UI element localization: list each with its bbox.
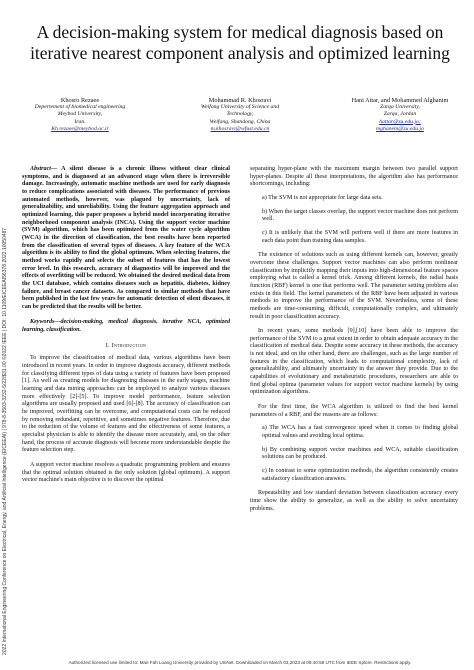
- section-heading: I. Introduction: [105, 342, 147, 349]
- license-footer: Authorized licensed use limited to: Mae Fah Luang University provided by UniNet. Downloaded on March 03,2023 at 09:40:58 UTC from IEEE Xplore. Restrictions apply.: [68, 660, 412, 665]
- author-affiliation: Iran.: [74, 118, 86, 125]
- author-3: [340, 97, 460, 133]
- author-name: Hani Attar, and Mohammed Alghanim: [351, 97, 449, 104]
- list-item: b) By combining support vector machines and WCA, suitable classification solutions can be produced.: [262, 446, 458, 461]
- list-item: a) The WCA has a fast convergence speed when it comes to finding global optimal values and avoiding local optima.: [262, 425, 458, 440]
- author-name: Khosro Rezaee: [60, 97, 100, 104]
- author-email-link[interactable]: hattar@zu.edu.jo;: [379, 118, 421, 125]
- keywords: Keywords—decision-making, medical diagnosis, iterative NCA, optimized learning, classification.: [22, 319, 230, 334]
- body-paragraph: In recent years, some methods [9],[10] have been able to improve the performance of the SVM to a great extent in order to obtain adequate accuracy in the classification of medical data. Despite some accuracy in these methods, the accuracy is not ideal, and on the other hand, there are challenges, such as the large number of features in the classification, which leads to computational complexity, lack of generalizability, and ultimately uncertainty in the answer they provide. Due to the capabilities of evolutionary and metaheuristic procedures, researchers are able to find global optima (parameter values for support vector machine kernels) by using optimization algorithms.: [250, 328, 458, 396]
- abstract: [22, 166, 230, 311]
- author-affiliation: Weifang University of Science and: [200, 104, 280, 111]
- body-paragraph: A support vector machine resolves a quadratic programming problem and ensures that the optimal solution obtained is the only solution (global optimum). A support vector machine's main objective is to discover the optimal: [22, 461, 230, 484]
- author-email-link[interactable]: Kh.rezaee@meybod.ac.ir: [51, 125, 109, 132]
- author-2: [180, 97, 300, 133]
- author-affiliation: Depertement of biomedical engineering: [34, 104, 126, 111]
- author-email-link[interactable]: m.khosravi@wfust.edu.cn: [210, 125, 270, 132]
- author-affiliation: Zarqa, Jordan: [383, 111, 417, 118]
- list-item: a) The SVM is not appropriate for large data sets.: [262, 194, 383, 201]
- author-block: [20, 97, 460, 152]
- abstract-label: Abstract—: [30, 166, 58, 172]
- author-affiliation: Zarqa University,: [380, 104, 420, 111]
- body-paragraph: separating hyper-plane with the maximum margin between two parallel support hyper-planes. Despite all these interpretations, the algorithm also has performance shortcomings, including:: [250, 166, 458, 188]
- list-item: c) In contrast to some optimization methods, the algorithm consistently creates satisfactory classification answers.: [262, 468, 458, 482]
- author-affiliation: Meybod University,: [57, 111, 103, 118]
- conference-side-note: 2022 International Engineering Conference on Electrical, Energy, and Artificial Intelligence (EICEEAI) | 978-8-3503-3232-5/22/$31.00 ©2022 IEEE | DOI: 10.1109/EICEEAI56378.2022.10050487: [2, 227, 8, 655]
- body-paragraph: The existence of solutions such as using different kernels can, however, greatly overcome these challenges. Support vector machines can also perform nonlinear classification by implicitly mapping their inputs into high-dimensional feature spaces employing what is called a kernel trick. Among different kernels, the radial basis function (RBF) kernel is one that performs well. The parameter setting problem also exists in this field. The kernel parameters of the RBF have been adjusted in various methods to improve the performance of the SVM. Nevertheless, some of these methods are time-consuming, difficult, computationally complex, and ultimately result in poor classification accuracy.: [250, 252, 458, 320]
- right-column: [250, 166, 458, 513]
- list-item: c) It is unlikely that the SVM will perform well if there are more features in each data point than training data samples.: [262, 229, 458, 244]
- paper-title: A decision-making system for medical diagnosis based on iterative nearest component analysis and optimized learning: [30, 22, 450, 63]
- author-affiliation: Technology,: [226, 111, 254, 118]
- body-paragraph: Repeatability and low standard deviation between classification accuracy every time show the ability to generalize, as well as the ability to solve uncertainty problems.: [250, 490, 458, 512]
- list-item: b) When the target classes overlap, the support vector machine does not perform well.: [262, 208, 458, 223]
- body-paragraph: To improve the classification of medical data, various algorithms have been introduced in recent years. In order to improve diagnosis accuracy, different methods for classifying different types of data using a variety of features have been proposed [1]. As well as creating models for diagnosing diseases in the early stages, machine learning and data mining approaches can be employed to analyze various diseases more effectively [2]-[5]. To improve model performance, feature selection algorithms are usually proposed and used [6]-[8]. The accuracy of classification can be improved, overfitting can be overcome, and computational costs can be reduced by removing redundant, repetitive, and sometimes negative features. Therefore, due to the reduction of the volume of features and the effectiveness of some features, a specialist physician is able to identify the disease more accurately, and, on the other hand, the process of accurate diagnosis will become more understandable despite the feature selection step.: [22, 355, 230, 454]
- left-column: [22, 166, 230, 485]
- author-email-link[interactable]: mghanem@zu.edu.jo: [376, 125, 424, 132]
- body-paragraph: For the first time, the WCA algorithm is utilized to find the best kernel parameters of a RBF, and the reasons are as follows:: [250, 404, 458, 418]
- abstract-text: A silent disease is a chronic illness without clear clinical symptoms, and is diagnosed at an advanced stage when there is irreversible damage. Increasingly, automatic machine methods are used for early diagnosis to reduce complications associated with diseases. The performance of previous automated methods, however, was plagued by uncertainty, lack of generalizability, and unreliability. Using the feature aggregation approach and optimized learning, this paper proposes a hybrid model incorporating iterative neighborhood component analysis (INCA). Using the support vector machine (SVM) algorithm, which has been optimized from the water cycle algorithm (WCA) in the direction of classification, the best results have been reported from the classification of several types of diseases. A key feature of the WCA algorithm is its ability to find the global optimum. When selecting features, the method works rapidly and selects the subset of features that has the lowest error level. In this research, accuracy of diagnostics will be improved and the effects of overfitting will be reduced. We obtained the desired medical data from the UCI database, which contains diseases such as hepatitis, diabetes, kidney failure, and breast cancer datasets. As compared to similar methods that have been published in the last few years for automatic detection of silent diseases, it can be predicted that the results will be better.: [22, 166, 230, 310]
- author-1: [20, 97, 140, 133]
- author-affiliation: Weifang, Shandong, China: [209, 118, 271, 125]
- author-name: Mohammad R. Khosravi: [208, 97, 272, 104]
